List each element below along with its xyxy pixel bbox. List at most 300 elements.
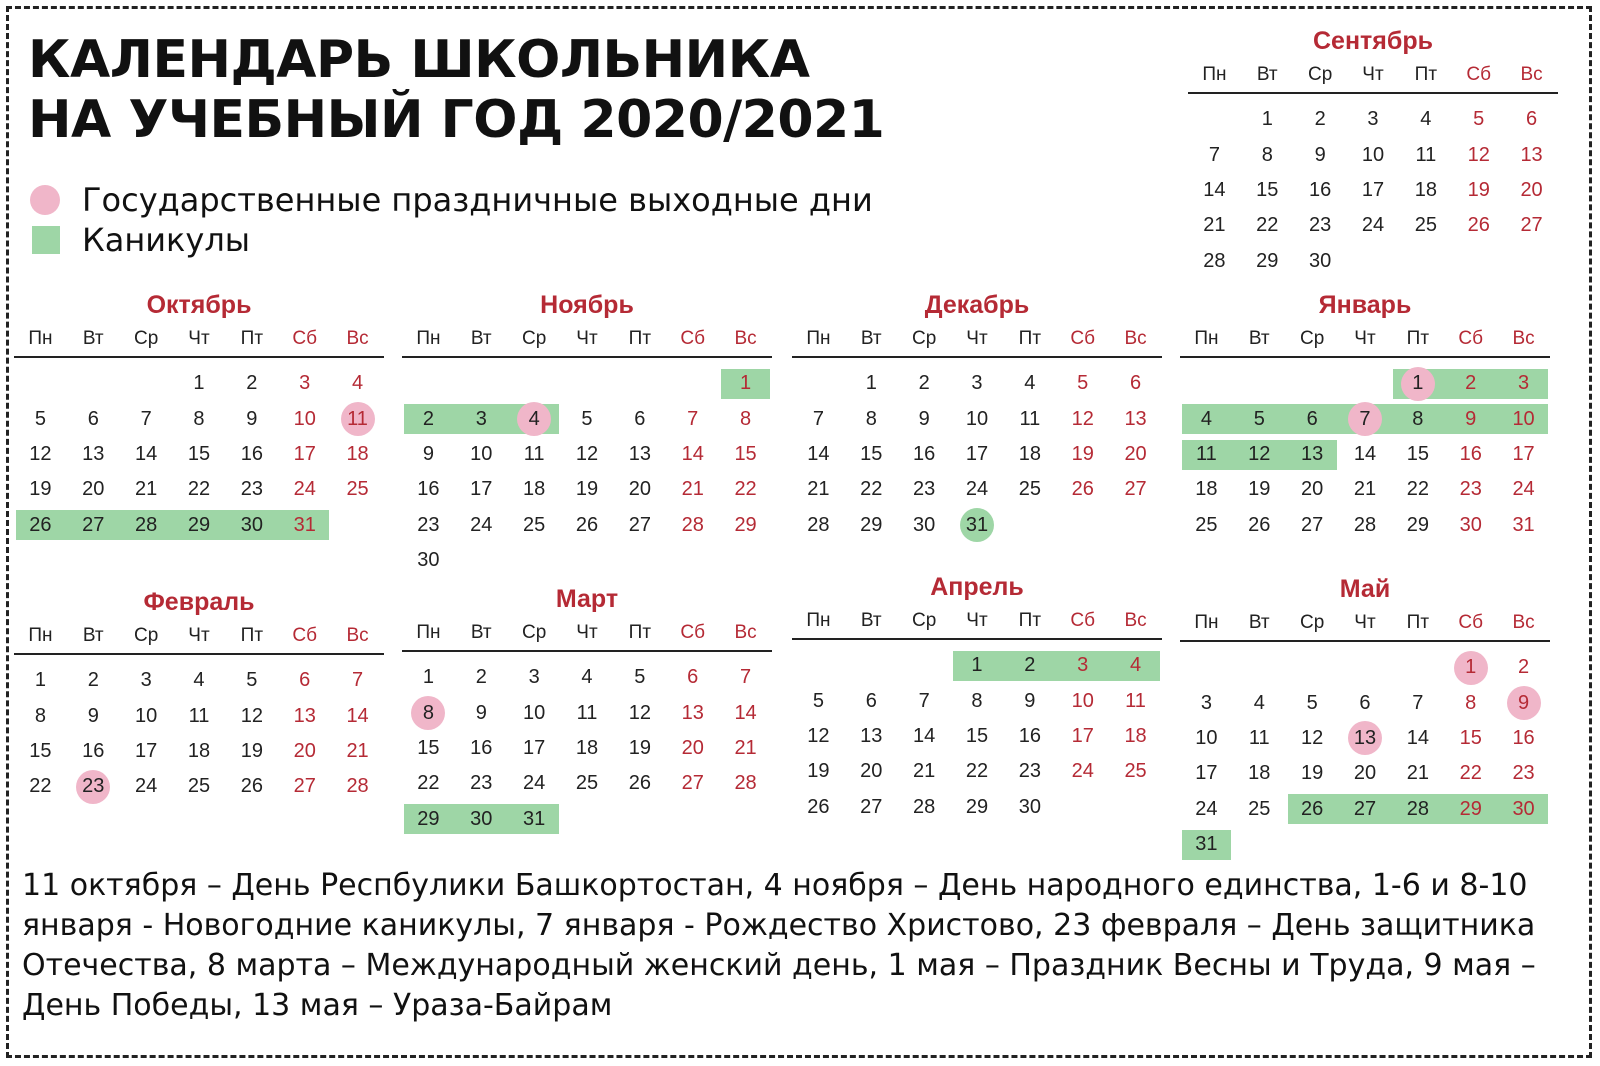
- day-cell: 3: [528, 666, 540, 689]
- day-cell: 28: [734, 772, 757, 795]
- month-feb: [14, 585, 384, 805]
- day-cell: 14: [734, 701, 757, 724]
- day-cell: 12: [29, 442, 52, 465]
- weekday-label: Вс: [346, 625, 369, 646]
- day-cell: 12: [240, 704, 263, 727]
- day-cell: 27: [628, 513, 651, 536]
- day-cell: 3: [299, 372, 311, 395]
- day-cell: 9: [87, 704, 99, 727]
- day-cell: 13: [293, 704, 316, 727]
- day-cell: 28: [681, 513, 704, 536]
- day-cell: 25: [1018, 478, 1041, 501]
- weekday-label: Вс: [1520, 64, 1543, 85]
- weekday-label: Вс: [1512, 328, 1535, 349]
- day-cell: 29: [860, 513, 883, 536]
- day-cell: 8: [34, 704, 46, 727]
- day-cell: 8: [193, 407, 205, 430]
- weekday-label: Чт: [966, 328, 988, 349]
- day-cell: 13: [681, 701, 704, 724]
- day-cell: 24: [965, 478, 989, 501]
- day-cell: 24: [293, 478, 316, 501]
- day-cell: 8: [402, 695, 455, 730]
- day-cell: 19: [29, 478, 52, 501]
- day-cell: 23: [240, 478, 263, 501]
- day-cell: 22: [860, 478, 883, 501]
- month-sep: [1188, 24, 1558, 279]
- day-cell: 8: [740, 407, 752, 430]
- day-cell: 22: [1459, 762, 1482, 785]
- day-cell: 17: [1512, 442, 1535, 465]
- weekday-header: [1180, 606, 1550, 642]
- day-cell: 27: [860, 795, 883, 818]
- day-cell: 6: [687, 666, 699, 689]
- weekday-label: Чт: [1354, 612, 1376, 633]
- day-cell: 29: [187, 513, 211, 536]
- day-cell: 18: [1018, 442, 1041, 465]
- day-cell: 18: [1124, 724, 1147, 747]
- month-may: [1180, 572, 1550, 862]
- weekday-label: Чт: [188, 625, 210, 646]
- month-nov: [402, 288, 772, 578]
- day-cell: 27: [1520, 214, 1543, 237]
- day-cell: 24: [1071, 760, 1094, 783]
- day-cell: 25: [1248, 797, 1271, 820]
- day-cell: 24: [523, 772, 546, 795]
- day-cell: 7: [1412, 691, 1424, 714]
- weekday-label: Пт: [1018, 328, 1042, 349]
- pink-circle-icon: [30, 185, 60, 215]
- day-cell: 16: [1459, 442, 1482, 465]
- weekday-label: Вс: [1124, 610, 1147, 631]
- day-cell: 2: [422, 407, 434, 430]
- weekday-header: [14, 322, 384, 358]
- day-cell: 21: [1406, 762, 1429, 785]
- month-name: Май: [1339, 575, 1391, 603]
- day-cell: 31: [523, 807, 546, 830]
- day-cell: 10: [1512, 407, 1535, 430]
- day-cell: 30: [470, 807, 493, 830]
- day-cell: 9: [1314, 143, 1326, 166]
- day-cell: 27: [293, 775, 316, 798]
- weekday-header: [14, 619, 384, 655]
- day-cell: 23: [913, 478, 936, 501]
- day-cell: 18: [187, 739, 211, 762]
- day-cell: 15: [1459, 726, 1482, 749]
- day-cell: 6: [87, 407, 99, 430]
- day-cell: 6: [865, 689, 877, 712]
- day-cell: 23: [1018, 760, 1041, 783]
- day-cell: 12: [1071, 407, 1094, 430]
- day-cell: 11: [1248, 726, 1270, 749]
- weekday-label: Сб: [1466, 64, 1492, 85]
- day-cell: 6: [1359, 691, 1371, 714]
- page-title: [28, 30, 884, 150]
- weekday-label: Пн: [1202, 64, 1227, 85]
- weekday-label: Вт: [860, 610, 882, 631]
- day-cell: 16: [470, 736, 493, 759]
- day-cell: 18: [523, 478, 546, 501]
- weekday-header: [792, 322, 1162, 358]
- day-cell: 11: [523, 442, 545, 465]
- day-cell: 10: [1361, 143, 1385, 166]
- day-cell: 7: [740, 666, 752, 689]
- day-cell: 11: [331, 401, 384, 436]
- weekday-label: Ср: [911, 328, 937, 349]
- day-cell: 1: [422, 666, 434, 689]
- day-cell: 2: [475, 666, 487, 689]
- day-cell: 14: [681, 442, 704, 465]
- day-cell: 21: [1353, 478, 1377, 501]
- day-cell: 27: [681, 772, 704, 795]
- day-cell: 11: [1019, 407, 1041, 430]
- day-cell: 1: [193, 372, 205, 395]
- day-cell: 17: [293, 442, 316, 465]
- day-cell: 29: [965, 795, 989, 818]
- day-cell: 3: [1367, 108, 1379, 131]
- day-cell: 28: [1203, 249, 1226, 272]
- day-cell: 20: [293, 739, 316, 762]
- day-cell: 14: [913, 724, 936, 747]
- weekday-label: Пн: [28, 328, 53, 349]
- day-cell: 24: [1361, 214, 1385, 237]
- day-cell: 23: [1512, 762, 1535, 785]
- day-cell: 22: [417, 772, 440, 795]
- title-line-1: КАЛЕНДАРЬ ШКОЛЬНИКА: [28, 30, 810, 90]
- day-cell: 25: [187, 775, 211, 798]
- day-cell: 31: [1512, 513, 1535, 536]
- day-cell: 8: [1465, 691, 1477, 714]
- weekday-label: Вт: [470, 328, 492, 349]
- days-grid: [14, 358, 384, 543]
- day-cell: 6: [634, 407, 646, 430]
- weekday-label: Чт: [1354, 328, 1376, 349]
- day-cell: 7: [1208, 143, 1220, 166]
- day-cell: 13: [1301, 442, 1324, 465]
- day-cell: 2: [918, 372, 930, 395]
- weekday-label: Ср: [133, 625, 159, 646]
- day-cell: 10: [470, 442, 493, 465]
- day-cell: 26: [1248, 513, 1271, 536]
- day-cell: 24: [135, 775, 158, 798]
- day-cell: 3: [971, 372, 983, 395]
- weekday-label: Сб: [292, 328, 318, 349]
- day-cell: 19: [1248, 478, 1271, 501]
- month-mar: [402, 582, 772, 837]
- month-dec: [792, 288, 1162, 543]
- day-cell: 19: [628, 736, 651, 759]
- day-cell: 27: [82, 513, 105, 536]
- day-cell: 20: [1301, 478, 1324, 501]
- legend: [30, 180, 873, 260]
- day-cell: 5: [1253, 407, 1265, 430]
- weekday-header: [1188, 58, 1558, 94]
- day-cell: 19: [1301, 762, 1324, 785]
- day-cell: 10: [1071, 689, 1094, 712]
- day-cell: 25: [1195, 513, 1218, 536]
- day-cell: 23: [1309, 214, 1332, 237]
- day-cell: 12: [1248, 442, 1271, 465]
- day-cell: 19: [240, 739, 263, 762]
- day-cell: 28: [135, 513, 158, 536]
- day-cell: 28: [807, 513, 830, 536]
- day-cell: 10: [965, 407, 989, 430]
- day-cell: 19: [807, 760, 830, 783]
- day-cell: 16: [1512, 726, 1535, 749]
- weekday-header: [1180, 322, 1550, 358]
- day-cell: 22: [29, 775, 52, 798]
- day-cell: 15: [734, 442, 757, 465]
- day-cell: 4: [508, 401, 561, 436]
- weekday-label: Ср: [521, 328, 547, 349]
- day-cell: 25: [523, 513, 546, 536]
- weekday-label: Пн: [28, 625, 53, 646]
- day-cell: 10: [523, 701, 546, 724]
- day-cell: 9: [1024, 689, 1036, 712]
- day-cell: 11: [1196, 442, 1217, 465]
- day-cell: 4: [581, 666, 593, 689]
- day-cell: 17: [1071, 724, 1094, 747]
- day-cell: 1: [971, 654, 983, 677]
- legend-vacation-label: Каникулы: [82, 221, 251, 259]
- weekday-label: Чт: [966, 610, 988, 631]
- day-cell: 15: [187, 442, 211, 465]
- month-name: Март: [555, 585, 619, 613]
- day-cell: 1: [1444, 650, 1497, 685]
- day-cell: 10: [135, 704, 158, 727]
- day-cell: 29: [734, 513, 757, 536]
- day-cell: 1: [1261, 108, 1273, 131]
- day-cell: 28: [346, 775, 369, 798]
- month-name: Ноябрь: [540, 291, 634, 319]
- day-cell: 26: [1071, 478, 1094, 501]
- weekday-label: Чт: [1362, 64, 1384, 85]
- day-cell: 27: [1353, 797, 1377, 820]
- day-cell: 21: [734, 736, 757, 759]
- days-grid: [1188, 94, 1558, 279]
- day-cell: 16: [1309, 178, 1332, 201]
- day-cell: 5: [1077, 372, 1089, 395]
- weekday-label: Ср: [1307, 64, 1333, 85]
- weekday-label: Сб: [1070, 328, 1096, 349]
- weekday-label: Пт: [240, 328, 264, 349]
- day-cell: 3: [1518, 372, 1530, 395]
- day-cell: 26: [1301, 797, 1324, 820]
- month-oct: [14, 288, 384, 543]
- weekday-label: Сб: [292, 625, 318, 646]
- day-cell: 29: [1459, 797, 1482, 820]
- day-cell: 6: [1526, 108, 1538, 131]
- day-cell: 15: [965, 724, 989, 747]
- month-name: Январь: [1318, 291, 1412, 319]
- day-cell: 4: [193, 669, 205, 692]
- title-line-2: НА УЧЕБНЫЙ ГОД 2020/2021: [28, 90, 885, 150]
- day-cell: 5: [581, 407, 593, 430]
- day-cell: 5: [1473, 108, 1485, 131]
- day-cell: 11: [188, 704, 210, 727]
- day-cell: 6: [299, 669, 311, 692]
- day-cell: 22: [1406, 478, 1429, 501]
- day-cell: 15: [860, 442, 883, 465]
- day-cell: 1: [865, 372, 877, 395]
- legend-vacation: [30, 220, 873, 260]
- day-cell: 20: [628, 478, 651, 501]
- day-cell: 31: [951, 508, 1004, 543]
- day-cell: 3: [1200, 691, 1212, 714]
- days-grid: [1180, 642, 1550, 862]
- day-cell: 14: [135, 442, 158, 465]
- day-cell: 2: [1314, 108, 1326, 131]
- day-cell: 22: [1256, 214, 1279, 237]
- day-cell: 19: [1071, 442, 1094, 465]
- day-cell: 17: [1361, 178, 1385, 201]
- day-cell: 6: [1130, 372, 1142, 395]
- day-cell: 26: [575, 513, 599, 536]
- day-cell: 22: [965, 760, 989, 783]
- day-cell: 4: [1253, 691, 1265, 714]
- day-cell: 7: [1339, 401, 1392, 436]
- day-cell: 18: [346, 442, 369, 465]
- month-jan: [1180, 288, 1550, 543]
- day-cell: 12: [807, 724, 830, 747]
- day-cell: 8: [1261, 143, 1273, 166]
- day-cell: 18: [1248, 762, 1271, 785]
- day-cell: 5: [812, 689, 824, 712]
- day-cell: 9: [1497, 685, 1550, 720]
- day-cell: 17: [965, 442, 989, 465]
- day-cell: 11: [1125, 689, 1146, 712]
- day-cell: 29: [1406, 513, 1429, 536]
- day-cell: 21: [135, 478, 158, 501]
- day-cell: 14: [1203, 178, 1226, 201]
- day-cell: 16: [240, 442, 263, 465]
- day-cell: 30: [1309, 249, 1332, 272]
- month-name: Октябрь: [146, 291, 252, 319]
- day-cell: 23: [67, 769, 120, 804]
- weekday-label: Вс: [1124, 328, 1147, 349]
- days-grid: [792, 358, 1162, 543]
- weekday-label: Сб: [1458, 328, 1484, 349]
- day-cell: 30: [1018, 795, 1041, 818]
- day-cell: 21: [807, 478, 830, 501]
- day-cell: 26: [628, 772, 651, 795]
- day-cell: 31: [293, 513, 316, 536]
- day-cell: 28: [1353, 513, 1377, 536]
- day-cell: 20: [1520, 178, 1543, 201]
- day-cell: 25: [575, 772, 599, 795]
- weekday-label: Пн: [1194, 612, 1219, 633]
- days-grid: [792, 640, 1162, 825]
- day-cell: 17: [523, 736, 546, 759]
- day-cell: 9: [1465, 407, 1477, 430]
- weekday-label: Вс: [1512, 612, 1535, 633]
- month-name: Февраль: [143, 588, 255, 616]
- weekday-label: Сб: [680, 622, 706, 643]
- day-cell: 31: [1195, 833, 1218, 856]
- day-cell: 13: [1124, 407, 1147, 430]
- day-cell: 16: [1018, 724, 1041, 747]
- day-cell: 30: [240, 513, 263, 536]
- month-apr: [792, 570, 1162, 825]
- day-cell: 12: [1467, 143, 1490, 166]
- day-cell: 13: [860, 724, 883, 747]
- day-cell: 13: [82, 442, 105, 465]
- day-cell: 20: [681, 736, 704, 759]
- weekday-label: Пт: [240, 625, 264, 646]
- day-cell: 20: [860, 760, 883, 783]
- weekday-label: Сб: [680, 328, 706, 349]
- day-cell: 16: [913, 442, 936, 465]
- day-cell: 29: [417, 807, 440, 830]
- days-grid: [14, 655, 384, 805]
- day-cell: 20: [1353, 762, 1377, 785]
- day-cell: 9: [246, 407, 258, 430]
- day-cell: 2: [1465, 372, 1477, 395]
- day-cell: 7: [140, 407, 152, 430]
- weekday-header: [792, 604, 1162, 640]
- weekday-label: Чт: [576, 622, 598, 643]
- green-square-icon: [32, 226, 60, 254]
- weekday-label: Пт: [628, 328, 652, 349]
- weekday-header: [402, 322, 772, 358]
- day-cell: 9: [918, 407, 930, 430]
- day-cell: 4: [1130, 654, 1142, 677]
- weekday-label: Пн: [416, 622, 441, 643]
- weekday-label: Чт: [576, 328, 598, 349]
- legend-holidays: [30, 180, 873, 220]
- day-cell: 13: [1339, 721, 1392, 756]
- weekday-label: Ср: [521, 622, 547, 643]
- weekday-label: Пт: [1018, 610, 1042, 631]
- day-cell: 23: [470, 772, 493, 795]
- day-cell: 15: [29, 739, 52, 762]
- day-cell: 16: [82, 739, 105, 762]
- weekday-label: Вс: [734, 328, 757, 349]
- day-cell: 17: [1195, 762, 1218, 785]
- weekday-label: Ср: [1299, 328, 1325, 349]
- weekday-label: Вт: [860, 328, 882, 349]
- day-cell: 12: [575, 442, 599, 465]
- day-cell: 13: [628, 442, 651, 465]
- day-cell: 28: [1406, 797, 1429, 820]
- weekday-label: Чт: [188, 328, 210, 349]
- days-grid: [402, 652, 772, 837]
- day-cell: 26: [29, 513, 52, 536]
- day-cell: 15: [417, 736, 440, 759]
- day-cell: 30: [1512, 797, 1535, 820]
- day-cell: 4: [1420, 108, 1432, 131]
- day-cell: 12: [628, 701, 651, 724]
- day-cell: 11: [576, 701, 598, 724]
- weekday-label: Вт: [82, 328, 104, 349]
- day-cell: 14: [346, 704, 369, 727]
- day-cell: 4: [352, 372, 364, 395]
- day-cell: 19: [1467, 178, 1490, 201]
- weekday-label: Вс: [346, 328, 369, 349]
- day-cell: 2: [246, 372, 258, 395]
- day-cell: 27: [1301, 513, 1324, 536]
- weekday-label: Пн: [1194, 328, 1219, 349]
- day-cell: 9: [475, 701, 487, 724]
- day-cell: 16: [417, 478, 440, 501]
- day-cell: 1: [1391, 366, 1444, 401]
- month-name: Сентябрь: [1313, 27, 1433, 55]
- day-cell: 14: [1353, 442, 1377, 465]
- day-cell: 21: [346, 739, 369, 762]
- day-cell: 1: [740, 372, 752, 395]
- weekday-label: Пн: [416, 328, 441, 349]
- day-cell: 2: [87, 669, 99, 692]
- day-cell: 30: [417, 549, 440, 572]
